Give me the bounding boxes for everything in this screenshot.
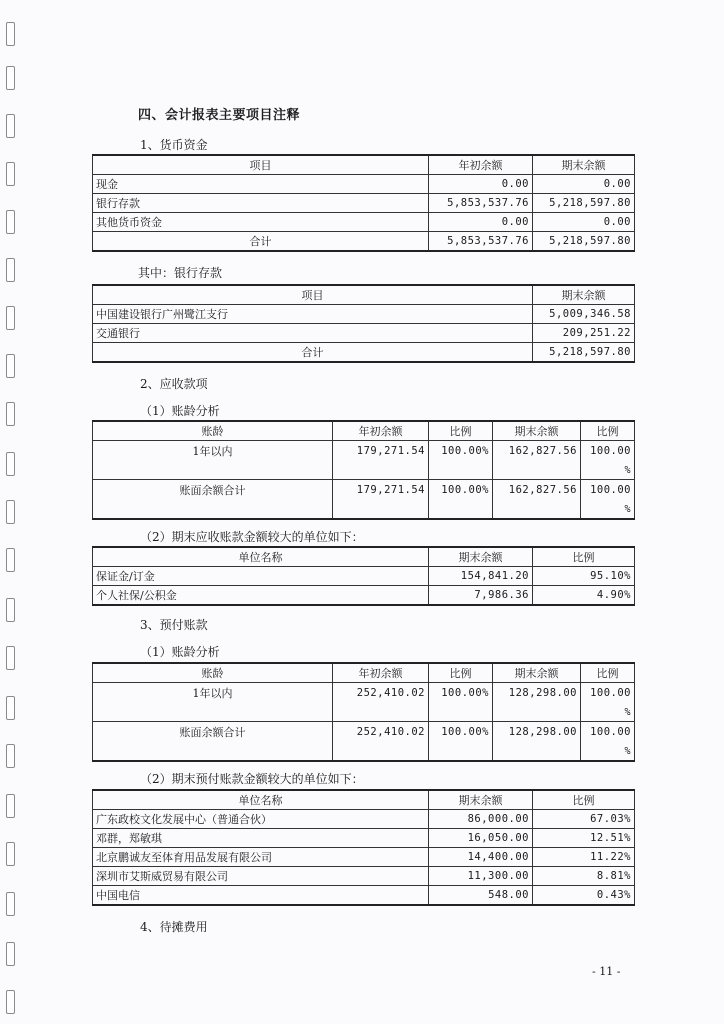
column-header: 年初余额 <box>333 663 429 683</box>
cell-value: 12.51% <box>533 829 635 848</box>
column-header: 期末余额 <box>533 155 635 175</box>
cell-value: 128,298.00 <box>493 722 581 762</box>
column-header: 项目 <box>93 285 533 305</box>
cell-value: 0.00 <box>533 175 635 194</box>
subsection-heading: （1）账龄分析 <box>140 645 220 659</box>
row-label: 邓群，郑敏琪 <box>93 829 429 848</box>
total-row <box>93 480 635 520</box>
cell-value: 252,410.02 <box>333 722 429 762</box>
column-header: 比例 <box>581 663 635 683</box>
row-label: 现金 <box>93 175 429 194</box>
subsection-heading: （2）期末预付账款金额较大的单位如下： <box>140 772 364 786</box>
cell-value-number: 100.00 <box>590 687 631 699</box>
binding-rings <box>4 0 22 1024</box>
total-row <box>93 232 635 252</box>
binding-ring <box>6 258 15 282</box>
cell-value: 5,853,537.76 <box>429 194 533 213</box>
binding-ring <box>6 646 15 670</box>
column-header: 年初余额 <box>333 421 429 441</box>
row-label: 1年以内 <box>93 441 333 480</box>
column-header: 账龄 <box>93 663 333 683</box>
cell-value: 11.22% <box>533 848 635 867</box>
binding-ring <box>6 114 15 138</box>
column-header: 期末余额 <box>533 285 635 305</box>
cell-value: 252,410.02 <box>333 683 429 722</box>
table-row <box>93 324 635 343</box>
table-row <box>93 810 635 829</box>
percent-sign: % <box>624 504 631 515</box>
total-row <box>93 343 635 363</box>
binding-ring <box>6 402 15 426</box>
cell-value: 100.00% <box>429 722 493 762</box>
row-label: 1年以内 <box>93 683 333 722</box>
receivables-major-units-table <box>92 546 635 606</box>
binding-ring <box>6 66 15 90</box>
cell-value: 100.00% <box>429 480 493 520</box>
cell-value-number: 100.00 <box>590 445 631 457</box>
cell-value: 100.00% <box>429 683 493 722</box>
percent-sign: % <box>624 707 631 718</box>
cell-value: 179,271.54 <box>333 441 429 480</box>
total-row <box>93 722 635 762</box>
page-number: - 11 - <box>592 965 621 978</box>
binding-ring <box>6 696 15 720</box>
binding-ring <box>6 500 15 524</box>
table-row <box>93 567 635 586</box>
column-header: 项目 <box>93 155 429 175</box>
column-header: 比例 <box>429 663 493 683</box>
row-label: 个人社保/公积金 <box>93 586 429 606</box>
table-row <box>93 848 635 867</box>
column-header: 单位名称 <box>93 790 429 810</box>
row-label: 其他货币资金 <box>93 213 429 232</box>
cell-value: 162,827.56 <box>493 441 581 480</box>
subsection-heading: （2）期末应收账款金额较大的单位如下： <box>140 530 364 544</box>
table-row <box>93 683 635 722</box>
cell-value <box>581 722 635 762</box>
row-label: 中国电信 <box>93 886 429 906</box>
bank-deposit-table <box>92 284 635 363</box>
binding-ring <box>6 794 15 818</box>
cash-table <box>92 154 635 252</box>
percent-sign: % <box>624 746 631 757</box>
cell-value: 179,271.54 <box>333 480 429 520</box>
cell-value-number: 100.00 <box>590 484 631 496</box>
row-label: 保证金/订金 <box>93 567 429 586</box>
binding-ring <box>6 22 15 46</box>
cell-value: 95.10% <box>533 567 635 586</box>
binding-ring <box>6 162 15 186</box>
section-heading: 2、应收款项 <box>140 377 208 391</box>
page-title: 四、会计报表主要项目注释 <box>138 108 301 123</box>
cell-value-number: 100.00 <box>590 726 631 738</box>
cell-value: 14,400.00 <box>429 848 533 867</box>
cell-value: 7,986.36 <box>429 586 533 606</box>
cell-value: 154,841.20 <box>429 567 533 586</box>
cell-value <box>581 441 635 480</box>
column-header: 期末余额 <box>429 790 533 810</box>
column-header: 年初余额 <box>429 155 533 175</box>
cell-value: 86,000.00 <box>429 810 533 829</box>
cell-value: 0.00 <box>429 175 533 194</box>
binding-ring <box>6 892 15 916</box>
cell-value: 0.00 <box>533 213 635 232</box>
column-header: 期末余额 <box>429 547 533 567</box>
table-row <box>93 194 635 213</box>
section-heading: 其中：银行存款 <box>138 266 223 280</box>
cell-value: 67.03% <box>533 810 635 829</box>
cell-value: 128,298.00 <box>493 683 581 722</box>
percent-sign: % <box>624 465 631 476</box>
section-heading: 1、货币资金 <box>140 138 208 152</box>
row-label: 银行存款 <box>93 194 429 213</box>
cell-value: 0.43% <box>533 886 635 906</box>
table-row <box>93 867 635 886</box>
binding-ring <box>6 598 15 622</box>
column-header: 比例 <box>581 421 635 441</box>
receivables-aging-table <box>92 420 635 520</box>
cell-value: 0.00 <box>429 213 533 232</box>
subsection-heading: （1）账龄分析 <box>140 404 220 418</box>
row-label: 交通银行 <box>93 324 533 343</box>
binding-ring <box>6 548 15 572</box>
section-heading: 4、待摊费用 <box>140 920 208 934</box>
binding-ring <box>6 942 15 966</box>
column-header: 比例 <box>533 790 635 810</box>
cell-value: 4.90% <box>533 586 635 606</box>
cell-value: 16,050.00 <box>429 829 533 848</box>
total-label: 账面余额合计 <box>93 480 333 520</box>
table-row <box>93 175 635 194</box>
cell-value: 100.00% <box>429 441 493 480</box>
binding-ring <box>6 744 15 768</box>
table-row <box>93 586 635 606</box>
cell-value: 162,827.56 <box>493 480 581 520</box>
binding-ring <box>6 354 15 378</box>
binding-ring <box>6 990 15 1014</box>
cell-value: 209,251.22 <box>533 324 635 343</box>
row-label: 深圳市艾斯威贸易有限公司 <box>93 867 429 886</box>
column-header: 比例 <box>429 421 493 441</box>
table-row <box>93 305 635 324</box>
column-header: 账龄 <box>93 421 333 441</box>
prepayments-aging-table <box>92 662 635 762</box>
table-row <box>93 829 635 848</box>
column-header: 比例 <box>533 547 635 567</box>
total-label: 合计 <box>93 343 533 363</box>
cell-value: 5,853,537.76 <box>429 232 533 252</box>
cell-value: 5,218,597.80 <box>533 232 635 252</box>
table-row <box>93 886 635 906</box>
section-heading: 3、预付账款 <box>140 618 208 632</box>
cell-value: 5,218,597.80 <box>533 194 635 213</box>
cell-value: 5,218,597.80 <box>533 343 635 363</box>
row-label: 中国建设银行广州鹭江支行 <box>93 305 533 324</box>
table-row <box>93 213 635 232</box>
table-row <box>93 441 635 480</box>
cell-value <box>581 480 635 520</box>
cell-value: 11,300.00 <box>429 867 533 886</box>
column-header: 期末余额 <box>493 663 581 683</box>
row-label: 北京鹏诚友至体育用品发展有限公司 <box>93 848 429 867</box>
cell-value: 548.00 <box>429 886 533 906</box>
column-header: 期末余额 <box>493 421 581 441</box>
cell-value: 8.81% <box>533 867 635 886</box>
cell-value <box>581 683 635 722</box>
column-header: 单位名称 <box>93 547 429 567</box>
cell-value: 5,009,346.58 <box>533 305 635 324</box>
total-label: 合计 <box>93 232 429 252</box>
prepayments-major-units-table <box>92 789 635 906</box>
binding-ring <box>6 452 15 476</box>
binding-ring <box>6 306 15 330</box>
total-label: 账面余额合计 <box>93 722 333 762</box>
binding-ring <box>6 842 15 866</box>
binding-ring <box>6 210 15 234</box>
row-label: 广东政校文化发展中心（普通合伙） <box>93 810 429 829</box>
